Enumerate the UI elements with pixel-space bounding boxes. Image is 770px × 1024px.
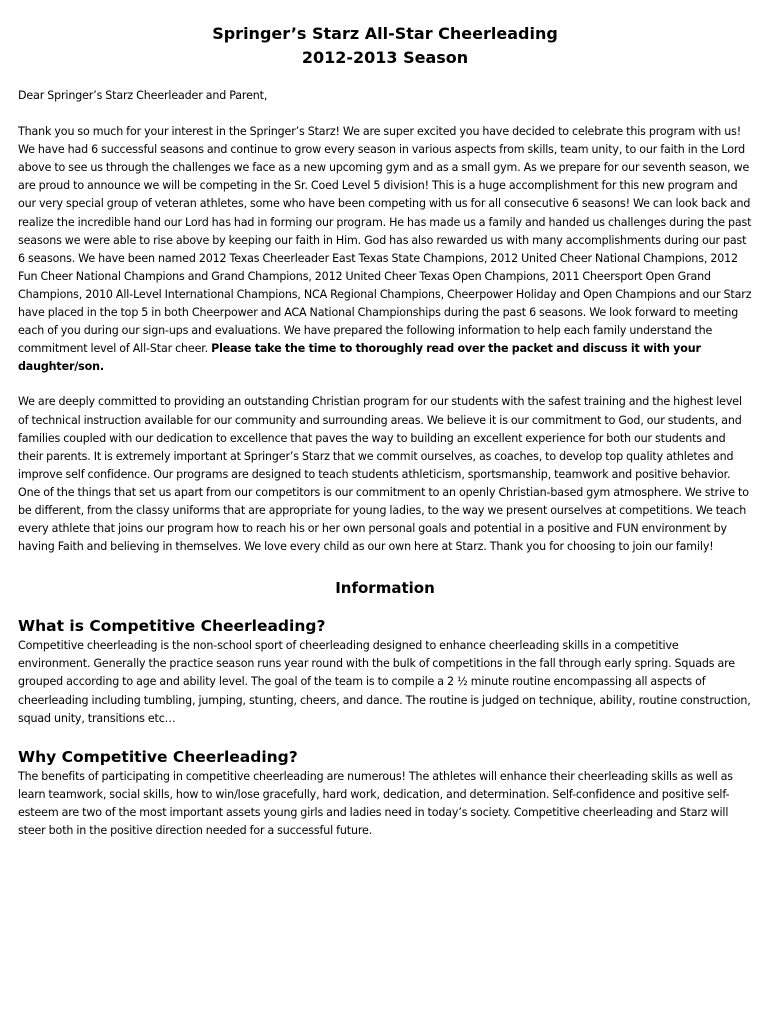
letter-paragraph-commitment: We are deeply committed to providing an outstanding Christian program for our students with the safest training and the highest level of technical instruction available for our community and surrounding areas. We believe it is our commitment to God, our students, and families coupled with our dedication to excellence that paves the way to building an excellent experience for both our students and their parents. It is extremely important at Springer’s Starz that we commit ourselves, as coaches, to develop top quality athletes and improve self confidence. Our programs are designed to teach students athleticism, sportsmanship, teamwork and positive behavior. One of the things that set us apart from our competitors is our commitment to an openly Christian-based gym atmosphere. We strive to be different, from the classy uniforms that are appropriate for young ladies, to the way we present ourselves at competitions. We teach every athlete that joins our program how to reach his or her own personal goals and potential in a positive and FUN environment by having Faith and believing in themselves. We love every child as our own here at Starz. Thank you for choosing to join our family! <box>18 395 749 554</box>
letter-salutation: Dear Springer’s Starz Cheerleader and Parent, <box>18 89 268 102</box>
information-heading: Information <box>335 579 435 598</box>
intro-text: Thank you so much for your interest in the Springer’s Starz! We are super excited you have decided to celebrate this program with us! We have had 6 successful seasons and continue to grow every season in various aspects from skills, team unity, to our faith in the Lord above to see us through the challenges we face as a new upcoming gym and as a small gym. As we prepare for our seventh season, we are proud to announce we will be competing in the Sr. Coed Level 5 division! This is a huge accomplishment for this new program and our very special group of veteran athletes, some who have been competing with us for all consecutive 6 seasons! We can look back and realize the incredible hand our Lord has had in forming our program. He has made us a family and handed us challenges during the past seasons we were able to rise above by keeping our faith in Him. God has also rewarded us with many accomplishments during our past 6 seasons. We have been named 2012 Texas Cheerleader East Texas State Champions, 2012 United Cheer National Champions, 2012 Fun Cheer National Champions and Grand Champions, 2012 United Cheer Texas Open Champions, 2011 Cheersport Open Grand Champions, 2010 All-Level International Champions, NCA Regional Champions, Cheerpower Holiday and Open Champions and our Starz have placed in the top 5 in both Cheerpower and ACA National Championships during the past 6 seasons. We look forward to meeting each of you during our sign-ups and evaluations. We have prepared the following information to help each family understand the commitment level of All-Star cheer. <box>18 125 752 356</box>
section-body-why: The benefits of participating in competitive cheerleading are numerous! The athletes will enhance their cheerleading skills as well as learn teamwork, social skills, how to win/lose gracefully, hard work, dedication, and determination. Self-confidence and positive self-esteem are two of the most important assets young girls and ladies need in today’s society. Competitive cheerleading and Starz will steer both in the positive direction needed for a successful future. <box>18 769 733 837</box>
intro-bold-note: Please take the time to thoroughly read over the packet and discuss it with your daughter/son. <box>18 342 701 374</box>
season-subtitle: 2012-2013 Season <box>301 48 469 67</box>
section-body-what: Competitive cheerleading is the non-school sport of cheerleading designed to enhance cheerleading skills in a competitive environment. Generally the practice season runs year round with the bulk of competitions in the fall through early spring. Squads are grouped according to age and ability level. The goal of the team is to compile a 2 ½ minute routine encompassing all aspects of cheerleading including tumbling, jumping, stunting, cheers, and dance. The routine is judged on technique, ability, routine construction, squad unity, transitions etc… <box>18 639 751 725</box>
section-title-why: Why Competitive Cheerleading? <box>18 747 298 766</box>
letter-paragraph-intro <box>18 123 752 376</box>
document-title: Springer’s Starz All-Star Cheerleading <box>212 24 558 43</box>
section-title-what: What is Competitive Cheerleading? <box>18 617 326 636</box>
document-header <box>18 0 752 70</box>
